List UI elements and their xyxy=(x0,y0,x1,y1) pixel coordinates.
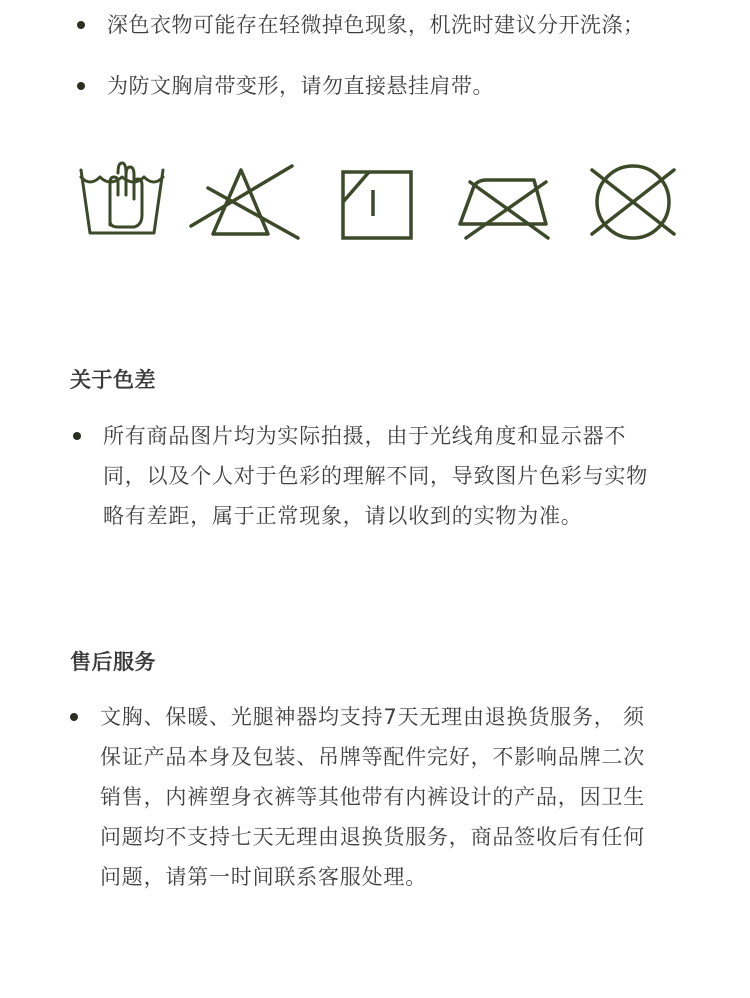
bullet-dot xyxy=(70,713,78,721)
do-not-bleach-icon xyxy=(186,158,302,242)
color-diff-line: 同，以及个人对于色彩的理解不同，导致图片色彩与实物 xyxy=(103,464,648,488)
section-title-color-diff: 关于色差 xyxy=(70,368,156,392)
bullet-dot xyxy=(77,82,85,90)
care-symbols xyxy=(0,150,750,250)
care-note-text: 为防文胸肩带变形，请勿直接悬挂肩带。 xyxy=(107,74,494,98)
care-note-text: 深色衣物可能存在轻微掉色现象，机洗时建议分开洗涤； xyxy=(107,13,645,37)
color-diff-line: 所有商品图片均为实际拍摄，由于光线角度和显示器不 xyxy=(103,424,627,448)
after-sales-line: 问题均不支持七天无理由退换货服务，商品签收后有任何 xyxy=(100,825,645,849)
do-not-iron-icon xyxy=(456,172,552,240)
bullet-dot xyxy=(73,432,81,440)
color-diff-paragraph xyxy=(103,416,648,536)
do-not-dry-clean-icon xyxy=(588,162,678,242)
after-sales-line: 问题，请第一时间联系客服处理。 xyxy=(100,865,427,889)
after-sales-line: 保证产品本身及包装、吊牌等配件完好，不影响品牌二次 xyxy=(100,745,645,769)
after-sales-line: 销售，内裤塑身衣裤等其他带有内裤设计的产品，因卫生 xyxy=(100,785,645,809)
after-sales-paragraph xyxy=(100,697,645,897)
dry-flat-icon xyxy=(341,170,413,240)
bullet-dot xyxy=(77,21,85,29)
section-title-after-sales: 售后服务 xyxy=(70,650,156,674)
hand-wash-icon xyxy=(78,155,166,240)
after-sales-line: 文胸、保暖、光腿神器均支持7天无理由退换货服务， 须 xyxy=(100,705,645,729)
color-diff-line: 略有差距，属于正常现象，请以收到的实物为准。 xyxy=(103,504,583,528)
